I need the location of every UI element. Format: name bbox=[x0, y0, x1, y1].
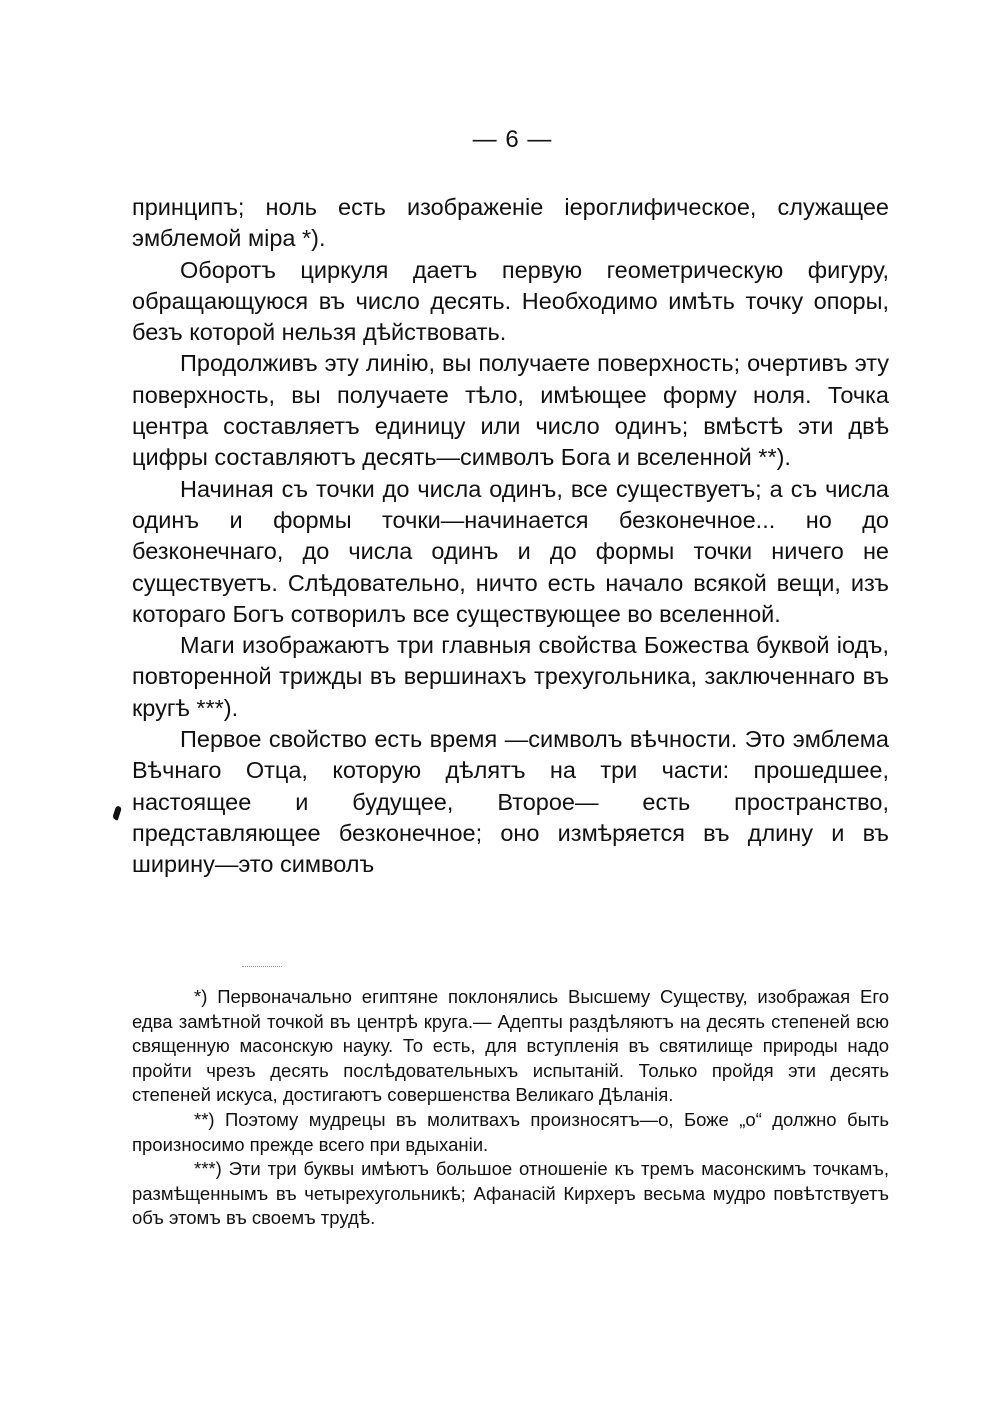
paragraph: Начиная съ точки до числа одинъ, все существуетъ; а съ числа одинъ и формы точки—начинается безконечное... но до безконечнаго, до числа одинъ и до формы точки ничего не существуетъ. Слѣдовательно, ничто есть начало всякой вещи, изъ котораго Богъ сотворилъ все существующее во вселенной. bbox=[132, 475, 889, 627]
paragraph: Первое свойство есть время —символъ вѣчности. Это эмблема Вѣчнаго Отца, которую дѣлятъ на три части: прошедшее, настоящее и будущее, Второе— есть пространство, представляющее безконечное; оно измѣряется въ длину и въ ширину—это символъ bbox=[132, 726, 889, 878]
footnotes bbox=[132, 985, 889, 1231]
paragraph: Продолживъ эту линiю, вы получаете поверхность; очертивъ эту поверхность, вы получаете тѣло, имѣющее форму ноля. Точка центра составляетъ единицу или число одинъ; вмѣстѣ эти двѣ цифры составляютъ десять—символъ Бога и вселенной **). bbox=[132, 350, 889, 471]
ink-mark bbox=[112, 805, 122, 820]
footnote: **) Поэтому мудрецы въ молитвахъ произносятъ—о, Боже „о“ должно быть произносимо прежде всего при вдыханiи. bbox=[132, 1108, 889, 1155]
footnote-separator bbox=[242, 966, 282, 967]
paragraph: Маги изображаютъ три главныя свойства Божества буквой iодъ, повторенной трижды въ вершинахъ трехугольника, заключеннаго въ кругѣ ***). bbox=[132, 632, 889, 721]
footnote: ***) Эти три буквы имѣютъ большое отношенiе къ тремъ масонскимъ точкамъ, размѣщеннымъ въ четырехугольникѣ; Афанасiй Кирхеръ весьма мудро повѣтствуетъ объ этомъ въ своемъ трудѣ. bbox=[132, 1158, 889, 1229]
main-text bbox=[132, 192, 889, 881]
paragraph-continuation: принципъ; ноль есть изображенiе iероглифическое, служащее эмблемой мiра *). bbox=[132, 194, 889, 252]
page-number: — 6 — bbox=[472, 126, 553, 153]
paragraph: Оборотъ циркуля даетъ первую геометрическую фигуру, обращающуюся въ число десять. Необходимо имѣть точку опоры, безъ которой нельзя дѣйствовать. bbox=[132, 256, 889, 346]
footnote: *) Первоначально египтяне поклонялись Высшему Существу, изображая Его едва замѣтной точкой въ центрѣ круга.— Адепты раздѣляютъ на десять степеней всю священную масонскую науку. То есть, для вступленiя въ святилище природы надо пройти чрезъ десять послѣдовательныхъ испытанiй. Только пройдя эти десять степеней искуса, достигаютъ совершенства Великаго Дѣланiя. bbox=[132, 986, 889, 1106]
